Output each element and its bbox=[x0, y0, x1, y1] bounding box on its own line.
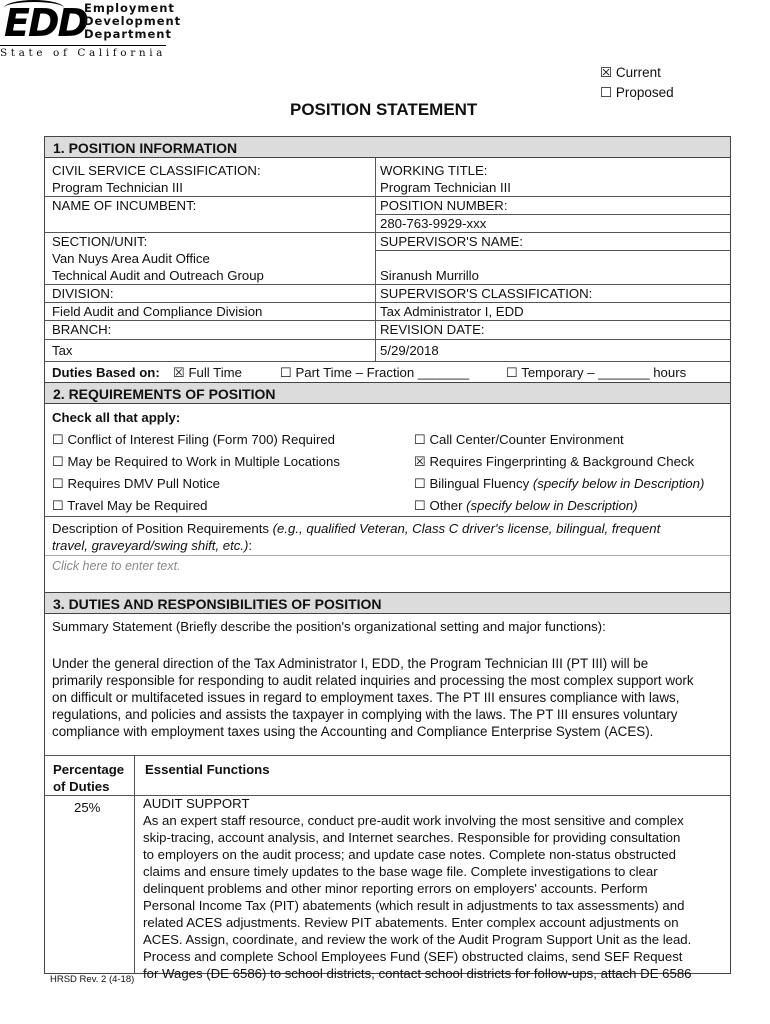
pct-header-line1: Percentage bbox=[53, 762, 125, 777]
duty-percentage[interactable]: 25% bbox=[74, 800, 101, 815]
branch-value[interactable]: Tax bbox=[52, 343, 73, 358]
duty-line: skip-tracing, account analysis, and Internet searches. Responsible for providing consultation bbox=[143, 830, 681, 845]
duty-line: to employers on the audit process; and update case notes. Complete non-status obstructed bbox=[143, 847, 676, 862]
logo-word-3: Department bbox=[84, 27, 172, 41]
summary-label: Summary Statement (Briefly describe the position's organizational setting and major functions): bbox=[52, 619, 606, 634]
bilingual-note: (specify below in Description) bbox=[532, 476, 705, 491]
req-bilingual-checkbox[interactable] bbox=[414, 475, 704, 492]
logo-mark: EDD bbox=[4, 1, 88, 45]
duty-line: ACES. Assign, coordinate, and review the work of the Audit Program Support Unit as the lead. bbox=[143, 932, 692, 947]
other-note: (specify below in Description) bbox=[466, 498, 638, 513]
classification-label: CIVIL SERVICE CLASSIFICATION: bbox=[52, 163, 261, 178]
division-value[interactable]: Field Audit and Compliance Division bbox=[52, 304, 263, 319]
full-time-checkbox[interactable]: ☒ Full Time bbox=[173, 365, 242, 380]
row-divider bbox=[45, 302, 730, 303]
row-divider bbox=[45, 755, 730, 756]
req-travel-checkbox[interactable]: ☐ Travel May be Required bbox=[52, 498, 208, 513]
temporary-checkbox[interactable]: ☐ Temporary – _______ hours bbox=[506, 365, 687, 380]
logo-words bbox=[84, 2, 181, 41]
desc-examples-2: travel, graveyard/swing shift, etc.) bbox=[52, 538, 249, 553]
desc-requirements-label-2 bbox=[52, 537, 252, 554]
other-label: ☐ Other bbox=[414, 498, 467, 513]
summary-line: compliance with employment taxes using the Accounting and Compliance Enterprise System (ACES). bbox=[52, 724, 654, 739]
incumbent-label: NAME OF INCUMBENT: bbox=[52, 198, 197, 213]
row-divider bbox=[375, 250, 730, 251]
duties-column-divider bbox=[134, 755, 135, 974]
row-divider bbox=[45, 555, 730, 556]
supervisor-label: SUPERVISOR'S NAME: bbox=[380, 234, 523, 249]
desc-requirements-label bbox=[52, 520, 660, 537]
row-divider bbox=[375, 214, 730, 215]
logo-state: State of California bbox=[0, 47, 167, 59]
branch-label: BRANCH: bbox=[52, 322, 112, 337]
desc-colon: : bbox=[248, 538, 253, 553]
summary-line: Under the general direction of the Tax Administrator I, EDD, the Program Technician III (PT III) will be bbox=[52, 656, 649, 671]
section-unit-line2[interactable]: Technical Audit and Outreach Group bbox=[52, 268, 264, 283]
current-checkbox[interactable]: ☒ Current bbox=[600, 65, 661, 80]
sup-class-label: SUPERVISOR'S CLASSIFICATION: bbox=[380, 286, 593, 301]
duty-line: delinquent problems and other minor reporting errors on employers' accounts. Perform bbox=[143, 881, 648, 896]
duty-line: related ACES adjustments. Review PIT abatements. Enter complex account adjustments on bbox=[143, 915, 679, 930]
revision-label: REVISION DATE: bbox=[380, 322, 485, 337]
bilingual-label: ☐ Bilingual Fluency bbox=[414, 476, 533, 491]
desc-examples: (e.g., qualified Veteran, Class C driver's license, bilingual, frequent bbox=[272, 521, 661, 536]
section1-divider bbox=[375, 158, 376, 361]
duty-description[interactable] bbox=[143, 795, 728, 982]
proposed-checkbox[interactable]: ☐ Proposed bbox=[600, 85, 674, 100]
req-conflict-checkbox[interactable]: ☐ Conflict of Interest Filing (Form 700) Required bbox=[52, 432, 336, 447]
working-title-label: WORKING TITLE: bbox=[380, 163, 488, 178]
requirements-description-input[interactable]: Click here to enter text. bbox=[52, 559, 181, 573]
summary-text[interactable] bbox=[52, 655, 727, 740]
section-unit-label: SECTION/UNIT: bbox=[52, 234, 148, 249]
summary-line: on difficult or multifaceted issues in regard to employment taxes. The PT III ensures compliance with laws, bbox=[52, 690, 680, 705]
duty-title: AUDIT SUPPORT bbox=[143, 796, 250, 811]
req-multiple-locations-checkbox[interactable]: ☐ May be Required to Work in Multiple Locations bbox=[52, 454, 340, 469]
check-all-label: Check all that apply: bbox=[52, 410, 181, 425]
row-divider bbox=[45, 361, 730, 362]
logo-word-1: Employment bbox=[84, 1, 175, 15]
part-time-checkbox[interactable]: ☐ Part Time – Fraction _______ bbox=[280, 365, 470, 380]
section2-header: 2. REQUIREMENTS OF POSITION bbox=[45, 382, 730, 404]
position-number-value[interactable]: 280-763-9929-xxx bbox=[380, 216, 487, 231]
req-other-checkbox[interactable] bbox=[414, 497, 638, 514]
division-label: DIVISION: bbox=[52, 286, 114, 301]
edd-logo bbox=[0, 0, 182, 60]
row-divider bbox=[45, 516, 730, 517]
section1-header: 1. POSITION INFORMATION bbox=[45, 136, 730, 158]
functions-header: Essential Functions bbox=[145, 762, 270, 777]
form-revision-footer: HRSD Rev. 2 (4-18) bbox=[50, 974, 135, 985]
desc-prefix: Description of Position Requirements bbox=[52, 521, 273, 536]
revision-value[interactable]: 5/29/2018 bbox=[380, 343, 439, 358]
working-title-value[interactable]: Program Technician III bbox=[380, 180, 511, 195]
duty-line: As an expert staff resource, conduct pre-audit work involving the most sensitive and complex bbox=[143, 813, 684, 828]
duty-line: Personal Income Tax (PIT) abatements (which result in adjustments to tax assessments) and bbox=[143, 898, 685, 913]
pct-header-line2: of Duties bbox=[53, 779, 110, 794]
duties-based-label: Duties Based on: bbox=[52, 365, 160, 380]
summary-line: primarily responsible for responding to audit related inquiries and processing the most complex support work bbox=[52, 673, 694, 688]
position-number-label: POSITION NUMBER: bbox=[380, 198, 508, 213]
req-dmv-checkbox[interactable]: ☐ Requires DMV Pull Notice bbox=[52, 476, 220, 491]
classification-value[interactable]: Program Technician III bbox=[52, 180, 183, 195]
page-title: POSITION STATEMENT bbox=[290, 100, 478, 119]
duty-line: for Wages (DE 6586) to school districts, contact school districts for follow-ups, attach DE 6586 bbox=[143, 966, 692, 981]
sup-class-value[interactable]: Tax Administrator I, EDD bbox=[380, 304, 524, 319]
section3-header: 3. DUTIES AND RESPONSIBILITIES OF POSITION bbox=[45, 592, 730, 614]
duty-line: Process and complete School Employees Fund (SEF) obstructed claims, send SEF Request bbox=[143, 949, 683, 964]
req-call-center-checkbox[interactable]: ☐ Call Center/Counter Environment bbox=[414, 432, 624, 447]
logo-word-2: Development bbox=[84, 14, 182, 28]
req-fingerprinting-checkbox[interactable]: ☒ Requires Fingerprinting & Background Check bbox=[414, 454, 695, 469]
section-unit-line1[interactable]: Van Nuys Area Audit Office bbox=[52, 251, 210, 266]
summary-line: regulations, and policies and assists the taxpayer in complying with the laws. The PT III ensures voluntary bbox=[52, 707, 678, 722]
duty-line: claims and ensure timely updates to the base wage file. Complete investigations to clear bbox=[143, 864, 658, 879]
supervisor-value[interactable]: Siranush Murrillo bbox=[380, 268, 479, 283]
row-divider bbox=[45, 339, 730, 340]
